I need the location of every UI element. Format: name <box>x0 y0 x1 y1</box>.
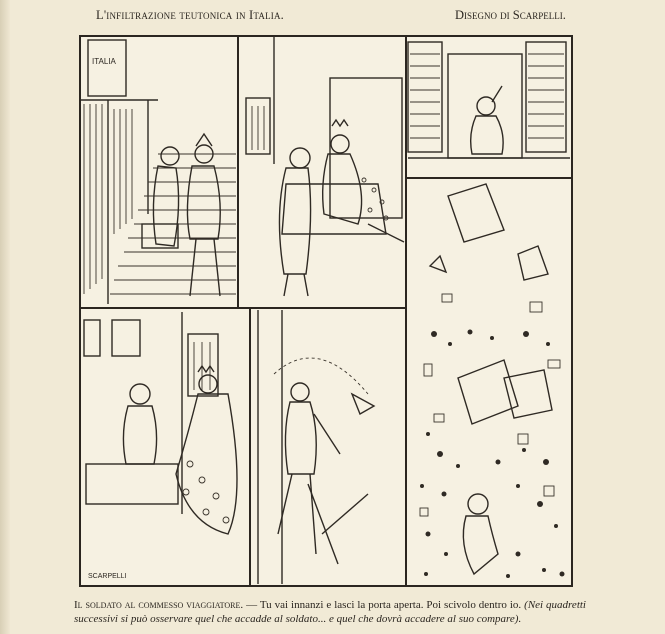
panel-window <box>406 36 572 178</box>
panel-interior-dancer <box>80 308 250 586</box>
caption-note: (Nei quadretti successivi si può osservare quel che accadde al soldato... e quel che dovrà accadere al suo compare). <box>74 599 586 625</box>
panel-soldier-kicked <box>250 308 406 586</box>
caption <box>74 598 586 626</box>
door-sign-text: ITALIA <box>92 57 116 66</box>
panel-shop-counter <box>238 36 406 308</box>
page-binding-shadow <box>0 0 10 634</box>
page-title: L'infiltrazione teutonica in Italia. <box>96 8 285 22</box>
caption-label: Il soldato al commesso viaggiatore. <box>74 599 244 611</box>
artist-signature: SCARPELLI <box>88 573 127 580</box>
panel-staircase <box>80 36 238 308</box>
cartoon-illustration <box>78 34 574 590</box>
caption-dialogue: — Tu vai innanzi e lasci la porta aperta. Poi scivolo dentro io. <box>246 599 522 611</box>
illustration-credit: Disegno di Scarpelli. <box>455 8 566 22</box>
